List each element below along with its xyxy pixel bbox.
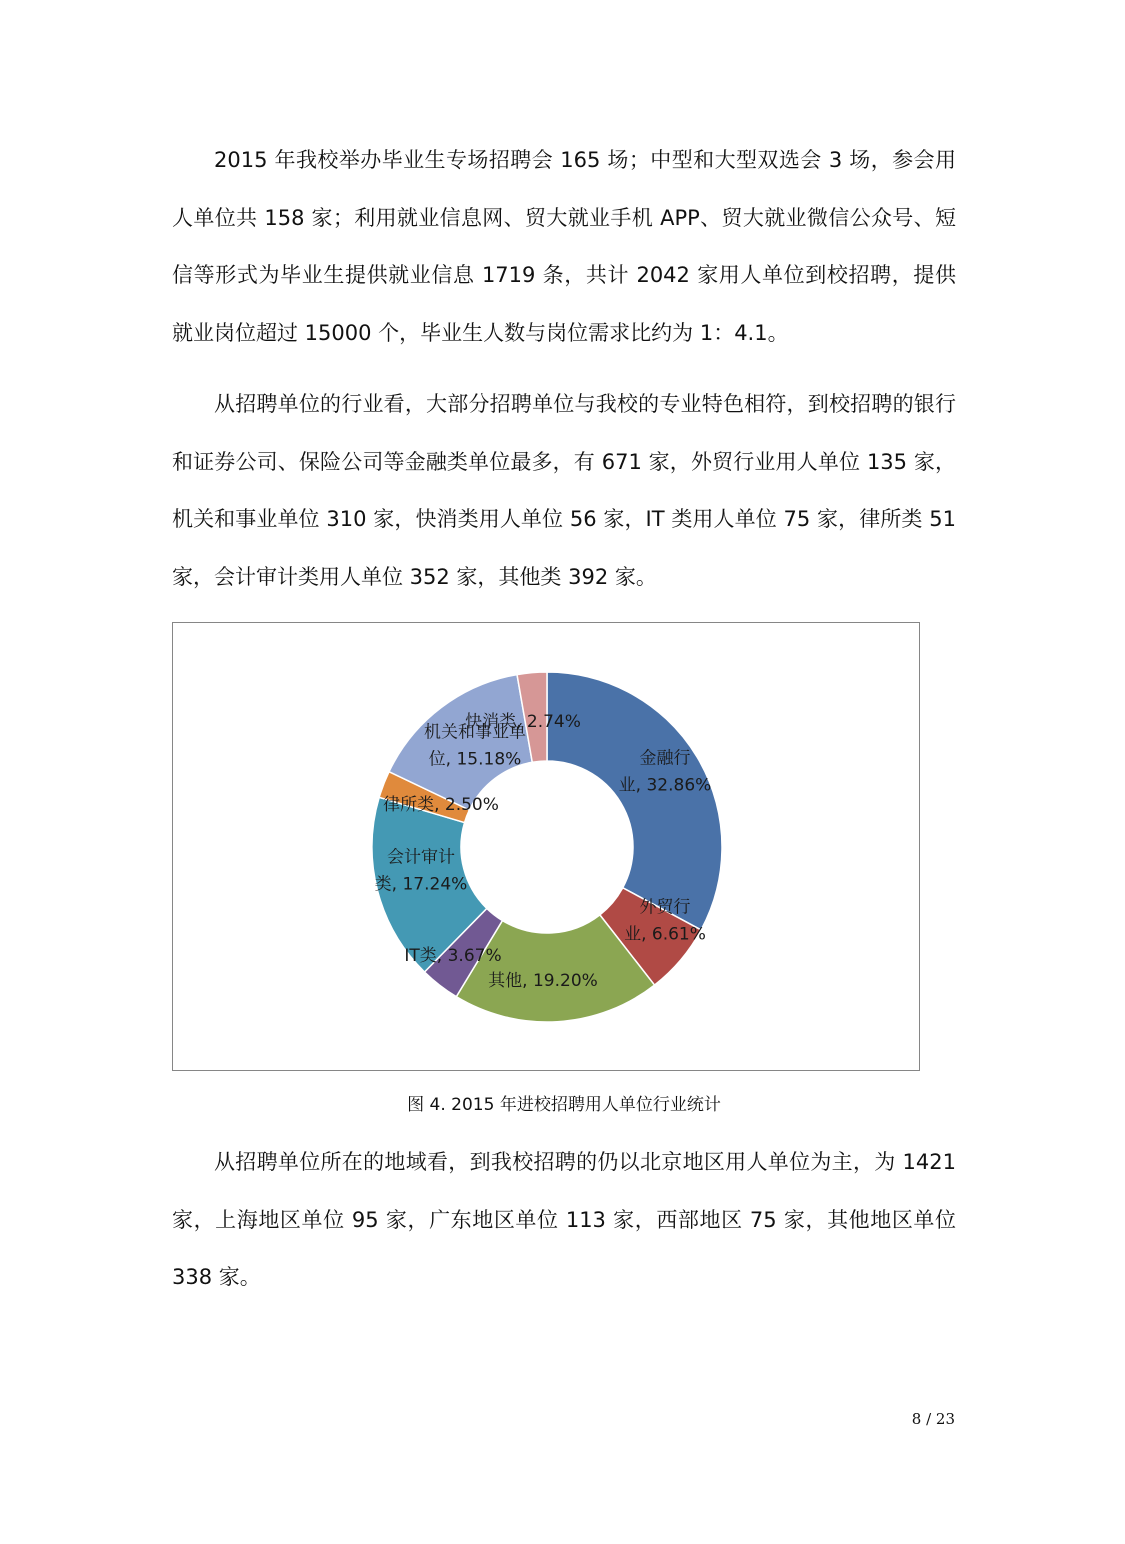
figure-caption: 图 4. 2015 年进校招聘用人单位行业统计: [407, 1095, 721, 1115]
slice-label-8: 快消类, 2.74%: [465, 712, 581, 732]
donut-slice-1: [547, 672, 722, 930]
page-number: 8 / 23: [911, 1410, 955, 1428]
industry-donut-chart: [172, 622, 920, 1071]
paragraph-region-breakdown: 从招聘单位所在的地域看，到我校招聘的仍以北京地区用人单位为主，为 1421 家，上海地区单位 95 家，广东地区单位 113 家，西部地区 75 家，其他地区单位 338 家。: [172, 1150, 956, 1289]
donut-chart-svg: [173, 623, 921, 1072]
slice-label-7: 机关和事业单位, 15.18%: [424, 722, 526, 770]
slice-label-4: IT类, 3.67%: [404, 946, 502, 966]
paragraph-recruitment-overview: 2015 年我校举办毕业生专场招聘会 165 场；中型和大型双选会 3 场，参会用人单位共 158 家；利用就业信息网、贸大就业手机 APP、贸大就业微信公众号、短信等形式为毕业生提供就业信息 1719 条，共计 2042 家用人单位到校招聘，提供就业岗位超过 15000 个，毕业生人数与岗位需求比约为 1：4.1。: [172, 148, 956, 345]
slice-label-3: 其他, 19.20%: [488, 971, 598, 991]
paragraph-industry-breakdown: 从招聘单位的行业看，大部分招聘单位与我校的专业特色相符，到校招聘的银行和证券公司、保险公司等金融类单位最多，有 671 家，外贸行业用人单位 135 家，机关和事业单位 310 家，快消类用人单位 56 家，IT 类用人单位 75 家，律所类 51 家，会计审计类用人单位 352 家，其他类 392 家。: [172, 392, 956, 589]
slice-label-2: 外贸行业, 6.61%: [624, 897, 706, 945]
slice-label-1: 金融行业, 32.86%: [618, 748, 712, 796]
slice-label-6: 律所类, 2.50%: [383, 795, 499, 815]
slice-label-5: 会计审计类, 17.24%: [374, 847, 468, 895]
